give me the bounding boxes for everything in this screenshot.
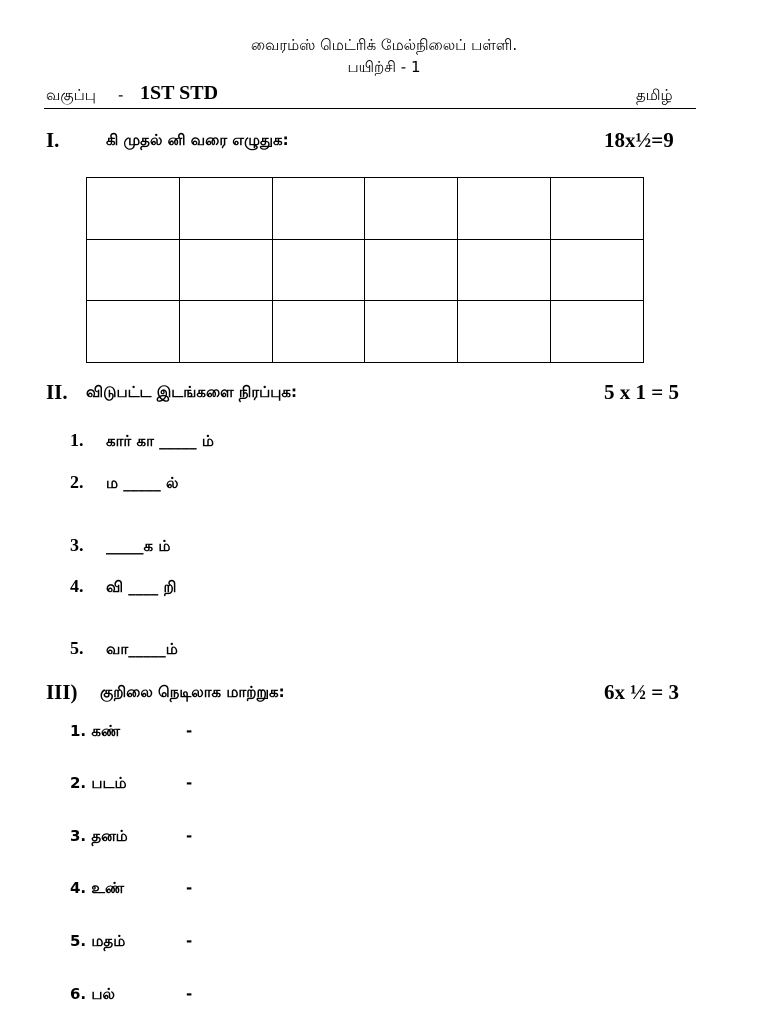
grid-cell[interactable] bbox=[179, 301, 272, 363]
grid-row bbox=[87, 239, 644, 301]
convert-item-label: 3. தனம் bbox=[70, 827, 128, 845]
convert-item-label: 4. உண் bbox=[70, 879, 125, 897]
grid-cell[interactable] bbox=[551, 301, 644, 363]
section-1-number: I. bbox=[46, 128, 60, 152]
convert-item-dash: - bbox=[186, 985, 193, 1003]
grid-cell[interactable] bbox=[551, 178, 644, 240]
convert-item-dash: - bbox=[186, 879, 193, 897]
grid-cell[interactable] bbox=[365, 301, 458, 363]
grid-cell[interactable] bbox=[458, 178, 551, 240]
grid-cell[interactable] bbox=[179, 239, 272, 301]
grid-cell[interactable] bbox=[87, 239, 180, 301]
section-2-number: II. bbox=[46, 380, 68, 404]
grid-cell[interactable] bbox=[87, 301, 180, 363]
convert-item-label: 5. மதம் bbox=[70, 932, 126, 950]
fill-item-text: ம _____ ல் bbox=[106, 474, 179, 492]
fill-item-number: 2. bbox=[70, 472, 84, 492]
section-1-title: கி முதல் னி வரை எழுதுக: bbox=[106, 131, 289, 149]
grid-cell[interactable] bbox=[458, 239, 551, 301]
subject-name: தமிழ் bbox=[636, 86, 673, 104]
grid-row bbox=[87, 301, 644, 363]
fill-item-text: வி ____ றி bbox=[106, 578, 177, 596]
grid-cell[interactable] bbox=[272, 239, 365, 301]
fill-item-number: 1. bbox=[70, 430, 84, 450]
grid-cell[interactable] bbox=[365, 178, 458, 240]
fill-item-number: 4. bbox=[70, 576, 84, 596]
convert-item-dash: - bbox=[186, 932, 193, 950]
section-3-title: குறிலை நெடிலாக மாற்றுக: bbox=[100, 683, 285, 701]
fill-item-number: 5. bbox=[70, 638, 84, 658]
section-2-title: விடுபட்ட இடங்களை நிரப்புக: bbox=[86, 383, 298, 401]
class-separator: - bbox=[118, 86, 124, 104]
header-divider bbox=[44, 108, 696, 109]
convert-item-label: 6. பல் bbox=[70, 985, 115, 1003]
fill-item-number: 3. bbox=[70, 535, 84, 555]
grid-cell[interactable] bbox=[87, 178, 180, 240]
grid-cell[interactable] bbox=[458, 301, 551, 363]
class-label: வகுப்பு bbox=[46, 86, 96, 104]
section-3-marks: 6x ½ = 3 bbox=[604, 680, 679, 704]
school-name: வைரம்ஸ் மெட்ரிக் மேல்நிலைப் பள்ளி. bbox=[250, 36, 518, 54]
convert-item-dash: - bbox=[186, 774, 193, 792]
section-1-marks: 18x½=9 bbox=[604, 128, 674, 152]
convert-item-dash: - bbox=[186, 827, 193, 845]
fill-item-text: வா_____ம் bbox=[106, 640, 178, 658]
section-3-number: III) bbox=[46, 680, 78, 704]
grid-row bbox=[87, 178, 644, 240]
practice-title: பயிற்சி - 1 bbox=[347, 58, 421, 76]
fill-item-text: கார் கா _____ ம் bbox=[106, 432, 214, 450]
grid-cell[interactable] bbox=[365, 239, 458, 301]
grid-cell[interactable] bbox=[179, 178, 272, 240]
grid-cell[interactable] bbox=[272, 301, 365, 363]
grid-cell[interactable] bbox=[551, 239, 644, 301]
convert-item-label: 1. கண் bbox=[70, 722, 121, 740]
grid-cell[interactable] bbox=[272, 178, 365, 240]
fill-item-text: _____க ம் bbox=[106, 537, 171, 555]
writing-grid bbox=[86, 177, 644, 363]
convert-item-label: 2. படம் bbox=[70, 774, 127, 792]
class-value: 1ST STD bbox=[140, 82, 219, 104]
convert-item-dash: - bbox=[186, 722, 193, 740]
section-2-marks: 5 x 1 = 5 bbox=[604, 380, 679, 404]
